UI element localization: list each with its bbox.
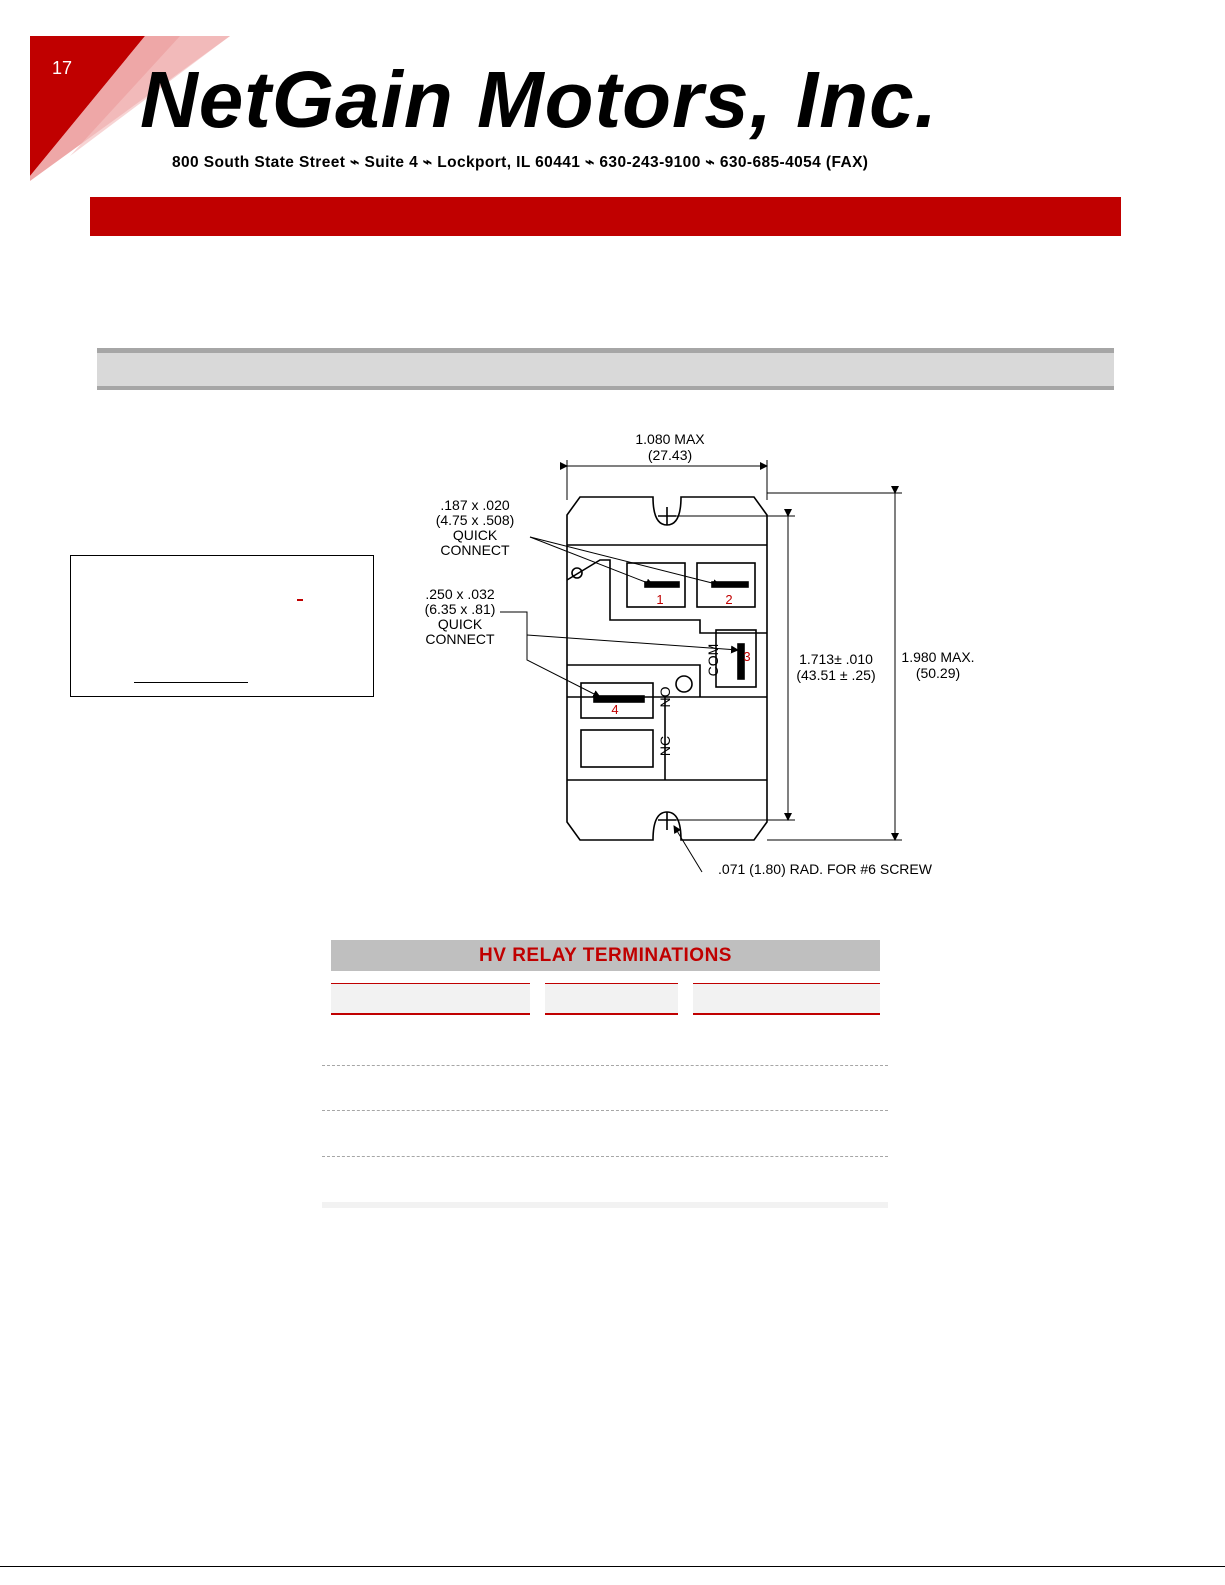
quick-connect-large-size: .250 x .032 [425,586,495,602]
table-column-header-3 [693,983,880,1015]
page-number: 17 [52,58,73,78]
inner-height-label: 1.713± .010 [799,651,873,667]
terminal-3-number: 3 [743,649,751,664]
screw-radius-label: .071 (1.80) RAD. FOR #6 SCREW [718,861,932,877]
note-red-dash [297,599,303,601]
outer-height-label: 1.980 MAX. [901,649,975,665]
table-bottom-rule [322,1202,888,1208]
quick-connect-small-metric: (4.75 x .508) [435,512,515,528]
table-column-header-1 [331,983,530,1015]
quick-connect-large-metric: (6.35 x .81) [424,601,496,617]
quick-connect-small-size: .187 x .020 [440,497,510,513]
nc-label: NC [657,735,673,757]
inner-height-metric: (43.51 ± .25) [796,667,876,683]
outer-height-metric: (50.29) [915,665,961,681]
no-label: NO [657,686,673,708]
section-heading-bar [97,348,1114,390]
quick-connect-small-label: QUICK [452,527,498,543]
table-row-divider [322,1110,888,1111]
table-title: HV RELAY TERMINATIONS [331,940,880,971]
quick-connect-large-label-2: CONNECT [425,631,495,647]
terminal-nc-housing [581,730,653,767]
table-row-divider [322,1156,888,1157]
terminal-4-number: 4 [611,702,619,717]
terminal-2-number: 2 [725,592,733,607]
company-logo: NetGain Motors, Inc. [140,55,938,144]
section-banner [90,197,1121,236]
width-label: 1.080 MAX [635,431,705,447]
com-label: COM [705,643,721,677]
note-underline [134,682,248,683]
quick-connect-large-label: QUICK [437,616,483,632]
footer-rule [0,1566,1225,1567]
note-box [70,555,374,697]
terminal-1-number: 1 [656,592,664,607]
table-row-divider [322,1065,888,1066]
relay-dimension-diagram [400,420,975,890]
table-column-header-2 [545,983,678,1015]
width-label-metric: (27.43) [647,447,693,463]
relay-body-outline [567,497,767,840]
quick-connect-small-label-2: CONNECT [440,542,510,558]
company-address: 800 South State Street ⌁ Suite 4 ⌁ Lockport, IL 60441 ⌁ 630-243-9100 ⌁ 630-685-4054 (FAX) [172,154,869,171]
